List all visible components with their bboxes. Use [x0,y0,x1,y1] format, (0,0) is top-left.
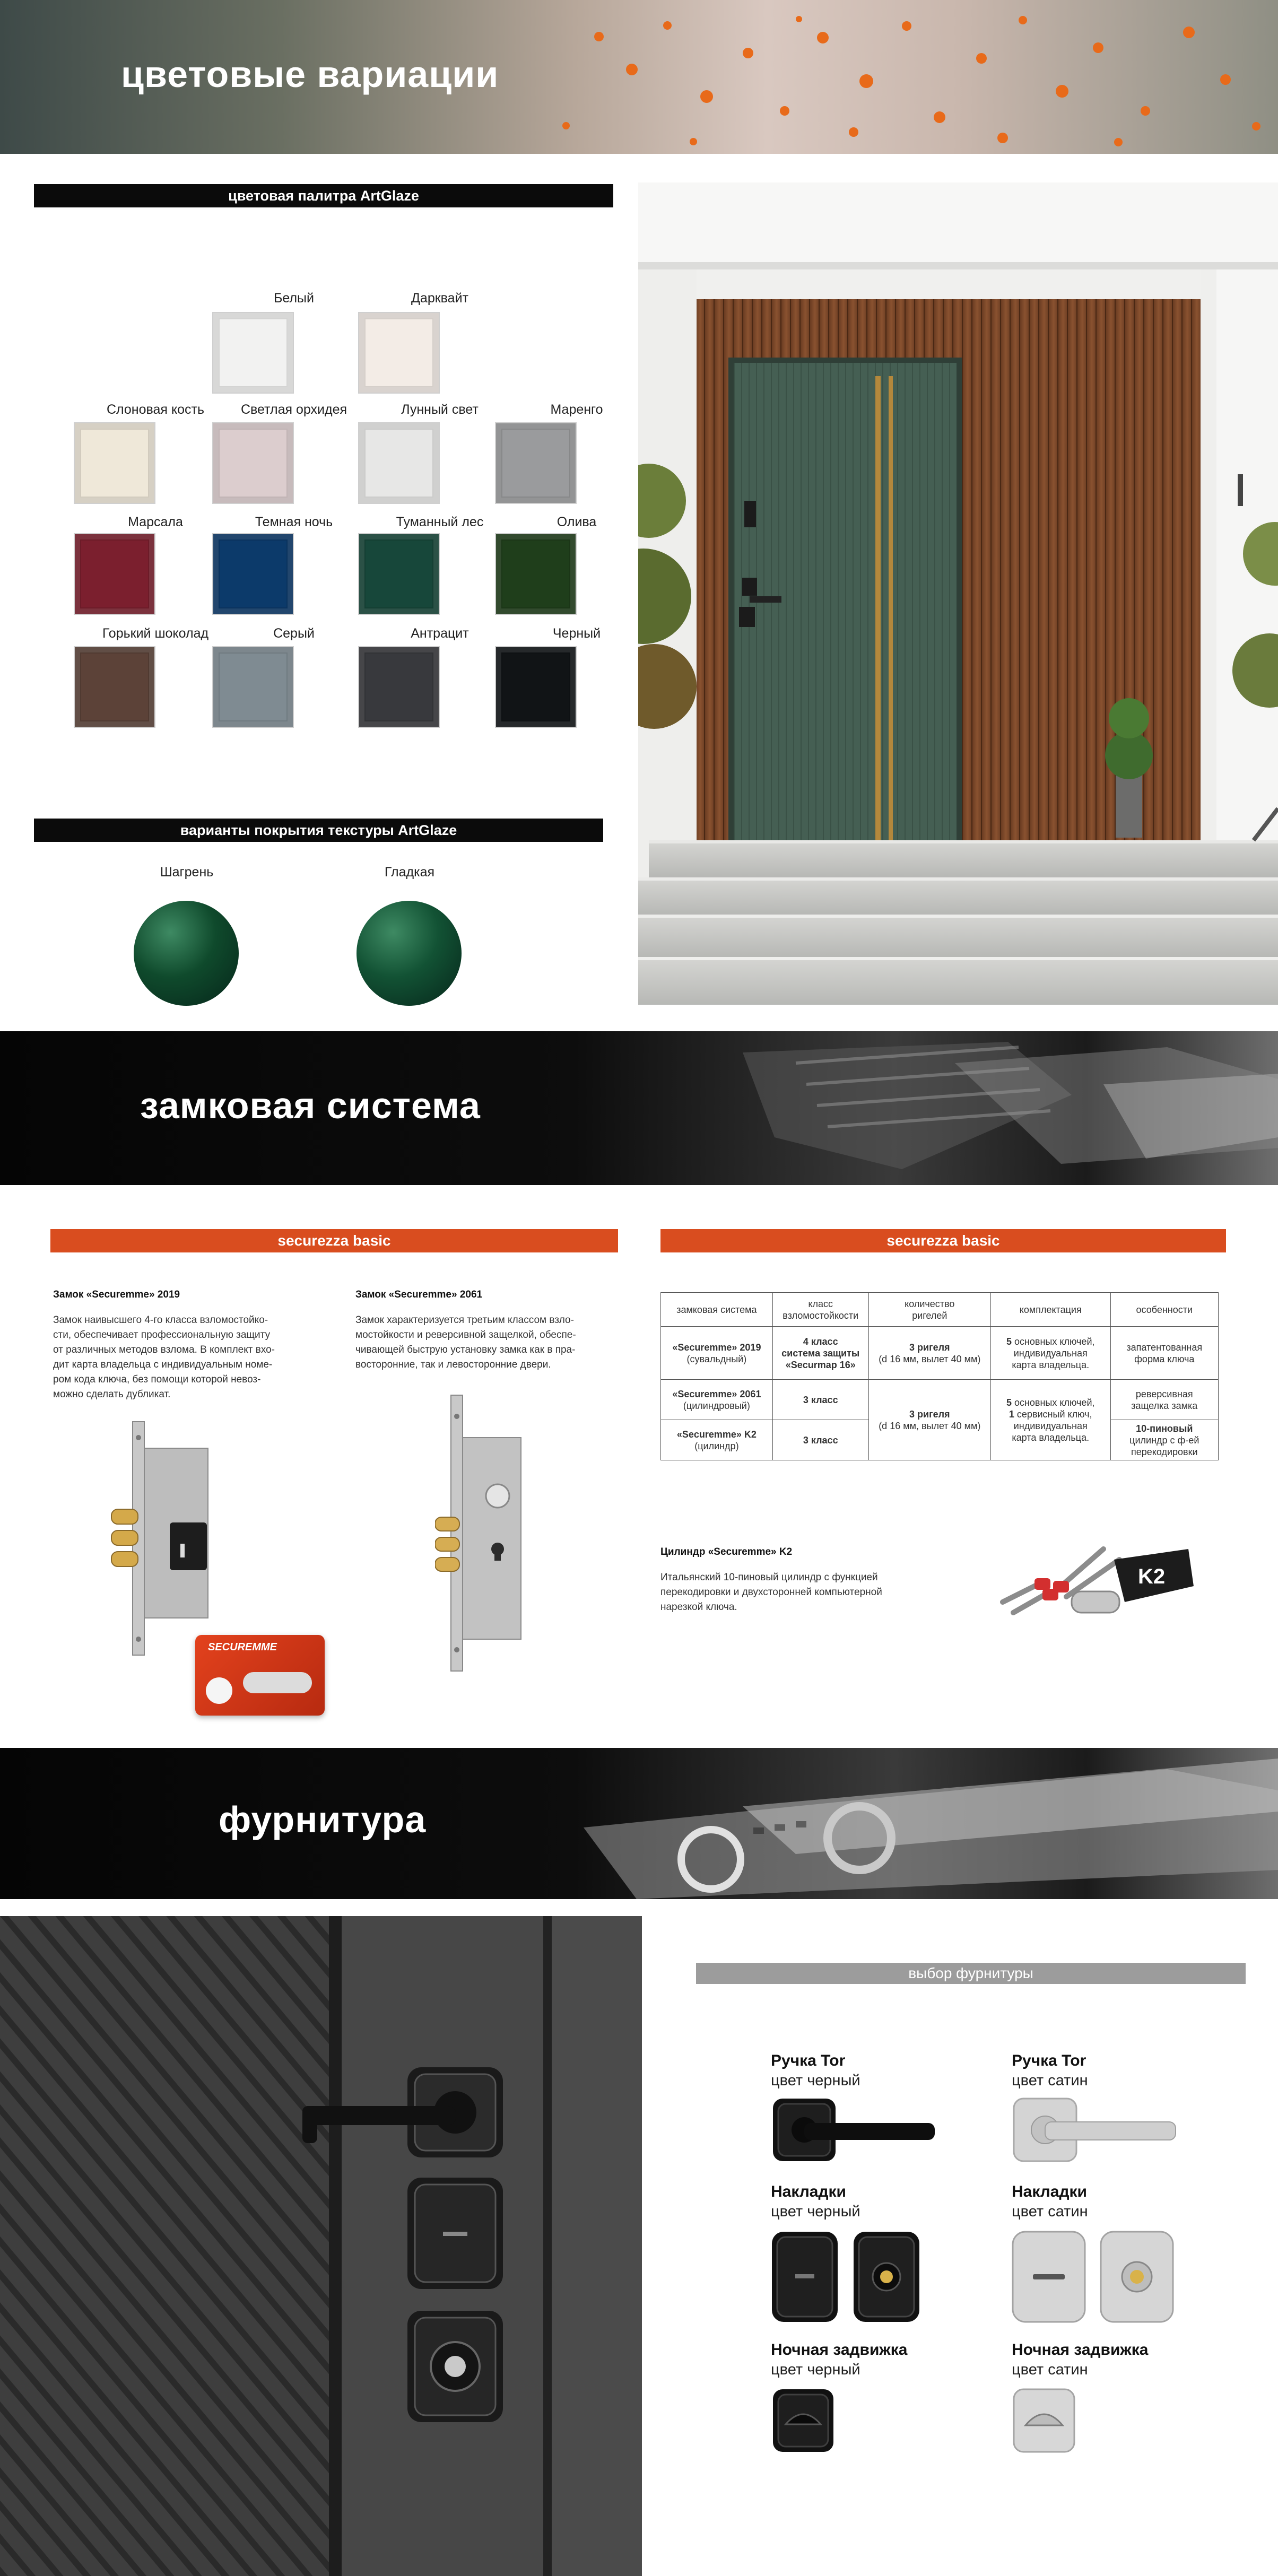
swatch-label-darkwhite: Дарквайт [411,291,468,306]
k2-tag-text: K2 [1138,1565,1166,1588]
door-closeup-illustration [0,1916,642,2576]
flower-decoration [690,138,697,145]
fittings-banner [0,1748,1278,1899]
flower-decoration [817,32,829,43]
flower-decoration [780,106,789,116]
cylinder-description: Итальянский 10-пиновый цилиндр с функцией перекодировки и двухсторонней компьютерной нарезкой ключа. [660,1572,882,1613]
fitting-title-handle-satin: Ручка Tor [1012,2052,1086,2069]
cylinder-keys-image [981,1528,1204,1650]
swatch-ivory [74,422,155,504]
fittings-header: выбор фурнитуры [696,1963,1246,1984]
flower-decoration [594,32,604,41]
flower-decoration [849,127,858,137]
flower-decoration [796,16,802,22]
flower-decoration [934,111,945,123]
swatch-bitter-chocolate [74,646,155,728]
flower-decoration [700,90,713,103]
row1-class: 4 класс системa защиты «Securmap 16» [772,1327,868,1380]
flower-decoration [1114,138,1123,146]
door-closeup-photo [0,1916,642,2576]
flower-decoration [1019,16,1027,24]
plates-black-image [771,2231,925,2323]
row3-feature: 10-пиновый цилиндр с ф-ей перекодировки [1110,1420,1218,1460]
fitting-sub-handle-satin: цвет сатин [1012,2072,1088,2089]
fitting-sub-plates-satin: цвет сатин [1012,2203,1088,2220]
plates-satin-image [1012,2231,1176,2323]
row2-kit: 5 основных ключей, 1 сервисный ключ, индивидуальная карта владельца. [990,1380,1110,1460]
row2-system: «Securemme» 2061 (цилиндровый) [661,1380,773,1420]
flower-decoration [562,122,570,129]
swatch-label-black: Черный [552,626,601,641]
table-row [661,1380,1219,1420]
fitting-sub-latch-black: цвет черный [771,2361,860,2378]
swatch-label-dark-night: Темная ночь [255,515,333,529]
swatch-dark-night [212,533,294,615]
row1-feature: запатентованная форма ключа [1110,1327,1218,1380]
texture-label-smooth: Гладкая [384,865,435,880]
row2-class: 3 класс [772,1380,868,1420]
texture-sphere-shagreen [134,901,239,1006]
flower-decoration [976,53,987,64]
swatch-black [495,646,577,728]
swatch-white [212,312,294,394]
flower-decoration [663,21,672,30]
handle-satin-image [1012,2095,1176,2164]
th-class: класс взломостойкости [772,1293,868,1327]
flower-decoration [859,74,873,88]
swatch-label-gray: Серый [273,626,315,641]
fitting-title-plates-black: Накладки [771,2183,846,2200]
lock2-mortise-image [435,1390,531,1676]
flower-decoration [1252,122,1260,130]
lock-comparison-table [660,1292,1219,1460]
handle-black-image [771,2095,935,2164]
flower-decoration [626,64,638,75]
flower-decoration [743,48,753,58]
lock1-description: Замок наивысшего 4-го класса взломостойко- сти, обеспечивает профессиональную защиту от различных методов взлома. В комплект вхо- дит карта владельца с индивидуальным номе- ром кода ключа, без помощи которой невоз- можно сделать дубликат. [53,1315,275,1400]
house-illustration [638,182,1278,1005]
flower-decoration [1220,74,1231,85]
swatch-olive [495,533,577,615]
swatch-misty-forest [358,533,440,615]
fitting-sub-plates-black: цвет черный [771,2203,860,2220]
lock2-title: Замок «Securemme» 2061 [355,1289,483,1300]
lock-left-header: securezza basic [50,1229,618,1252]
swatch-label-olive: Олива [557,515,597,529]
swatch-label-light-orchid: Светлая орхидея [240,402,347,417]
color-banner [0,0,1278,154]
flower-decoration [1056,85,1068,98]
th-bolts: количество ригелей [868,1293,990,1327]
swatch-moonlight [358,422,440,504]
fitting-sub-latch-satin: цвет сатин [1012,2361,1088,2378]
row2-bolts: 3 ригеля (d 16 мм, вылет 40 мм) [868,1380,990,1460]
th-system: замковая система [661,1293,773,1327]
fitting-title-handle-black: Ручка Tor [771,2052,846,2069]
row2-feature: реверсивная защелка замка [1110,1380,1218,1420]
row3-class: 3 класс [772,1420,868,1460]
row1-bolts: 3 ригеля (d 16 мм, вылет 40 мм) [868,1327,990,1380]
lock-right-header: securezza basic [660,1229,1226,1252]
swatch-label-ivory: Слоновая кость [106,402,205,417]
swatch-gray [212,646,294,728]
swatch-anthracite [358,646,440,728]
color-banner-title: цветовые вариации [121,54,499,95]
fitting-title-latch-satin: Ночная задвижка [1012,2341,1149,2359]
table-row [661,1327,1219,1380]
flower-decoration [997,133,1008,143]
swatch-light-orchid [212,422,294,504]
lock-banner [0,1031,1278,1185]
texture-sphere-smooth [357,901,462,1006]
fitting-title-plates-satin: Накладки [1012,2183,1087,2200]
lock1-title: Замок «Securemme» 2019 [53,1289,180,1300]
door-house-photo [638,182,1278,1005]
th-feature: особенности [1110,1293,1218,1327]
texture-label-shagreen: Шагрень [160,865,214,880]
fitting-title-latch-black: Ночная задвижка [771,2341,908,2359]
table-header-row [661,1293,1219,1327]
th-kit: комплектация [990,1293,1110,1327]
lock-banner-title: замковая система [140,1085,481,1126]
row1-kit: 5 основных ключей, индивидуальная карта владельца. [990,1327,1110,1380]
palette-header: цветовая палитра ArtGlaze [34,184,613,207]
swatch-label-anthracite: Антрацит [411,626,469,641]
lock1-mortise-image [101,1416,228,1660]
latch-black-image [771,2387,840,2456]
card-brand: SECUREMME [208,1641,277,1653]
flower-decoration [1141,106,1150,116]
swatch-darkwhite [358,312,440,394]
row3-system: «Securemme» K2 (цилиндр) [661,1420,773,1460]
swatch-marsala [74,533,155,615]
flower-decoration [902,21,911,31]
row1-system: «Securemme» 2019 (сувальдный) [661,1327,773,1380]
swatch-label-white: Белый [273,291,314,306]
flower-decoration [1093,42,1103,53]
fittings-banner-image [477,1748,1278,1899]
swatch-label-marengo: Маренго [550,402,603,417]
swatch-label-bitter-chocolate: Горький шоколад [102,626,209,641]
lock-banner-image [637,1031,1278,1185]
lock2-description: Замок характеризуется третьим классом взло- мостойкости и реверсивной защелкой, обеспе- чивающей быструю установку замка как в пра- восторонние, так и левосторонние двери. [355,1315,576,1370]
swatch-label-misty-forest: Туманный лес [396,515,484,529]
cylinder-title: Цилиндр «Securemme» K2 [660,1546,793,1557]
swatch-label-marsala: Марсала [128,515,183,529]
swatch-marengo [495,422,577,504]
fitting-sub-handle-black: цвет черный [771,2072,860,2089]
flower-decoration [1183,27,1195,38]
fittings-banner-title: фурнитура [219,1799,427,1840]
owner-card-image [195,1635,325,1716]
texture-header: варианты покрытия текстуры ArtGlaze [34,819,603,842]
swatch-label-moonlight: Лунный свет [401,402,479,417]
latch-satin-image [1012,2387,1081,2456]
